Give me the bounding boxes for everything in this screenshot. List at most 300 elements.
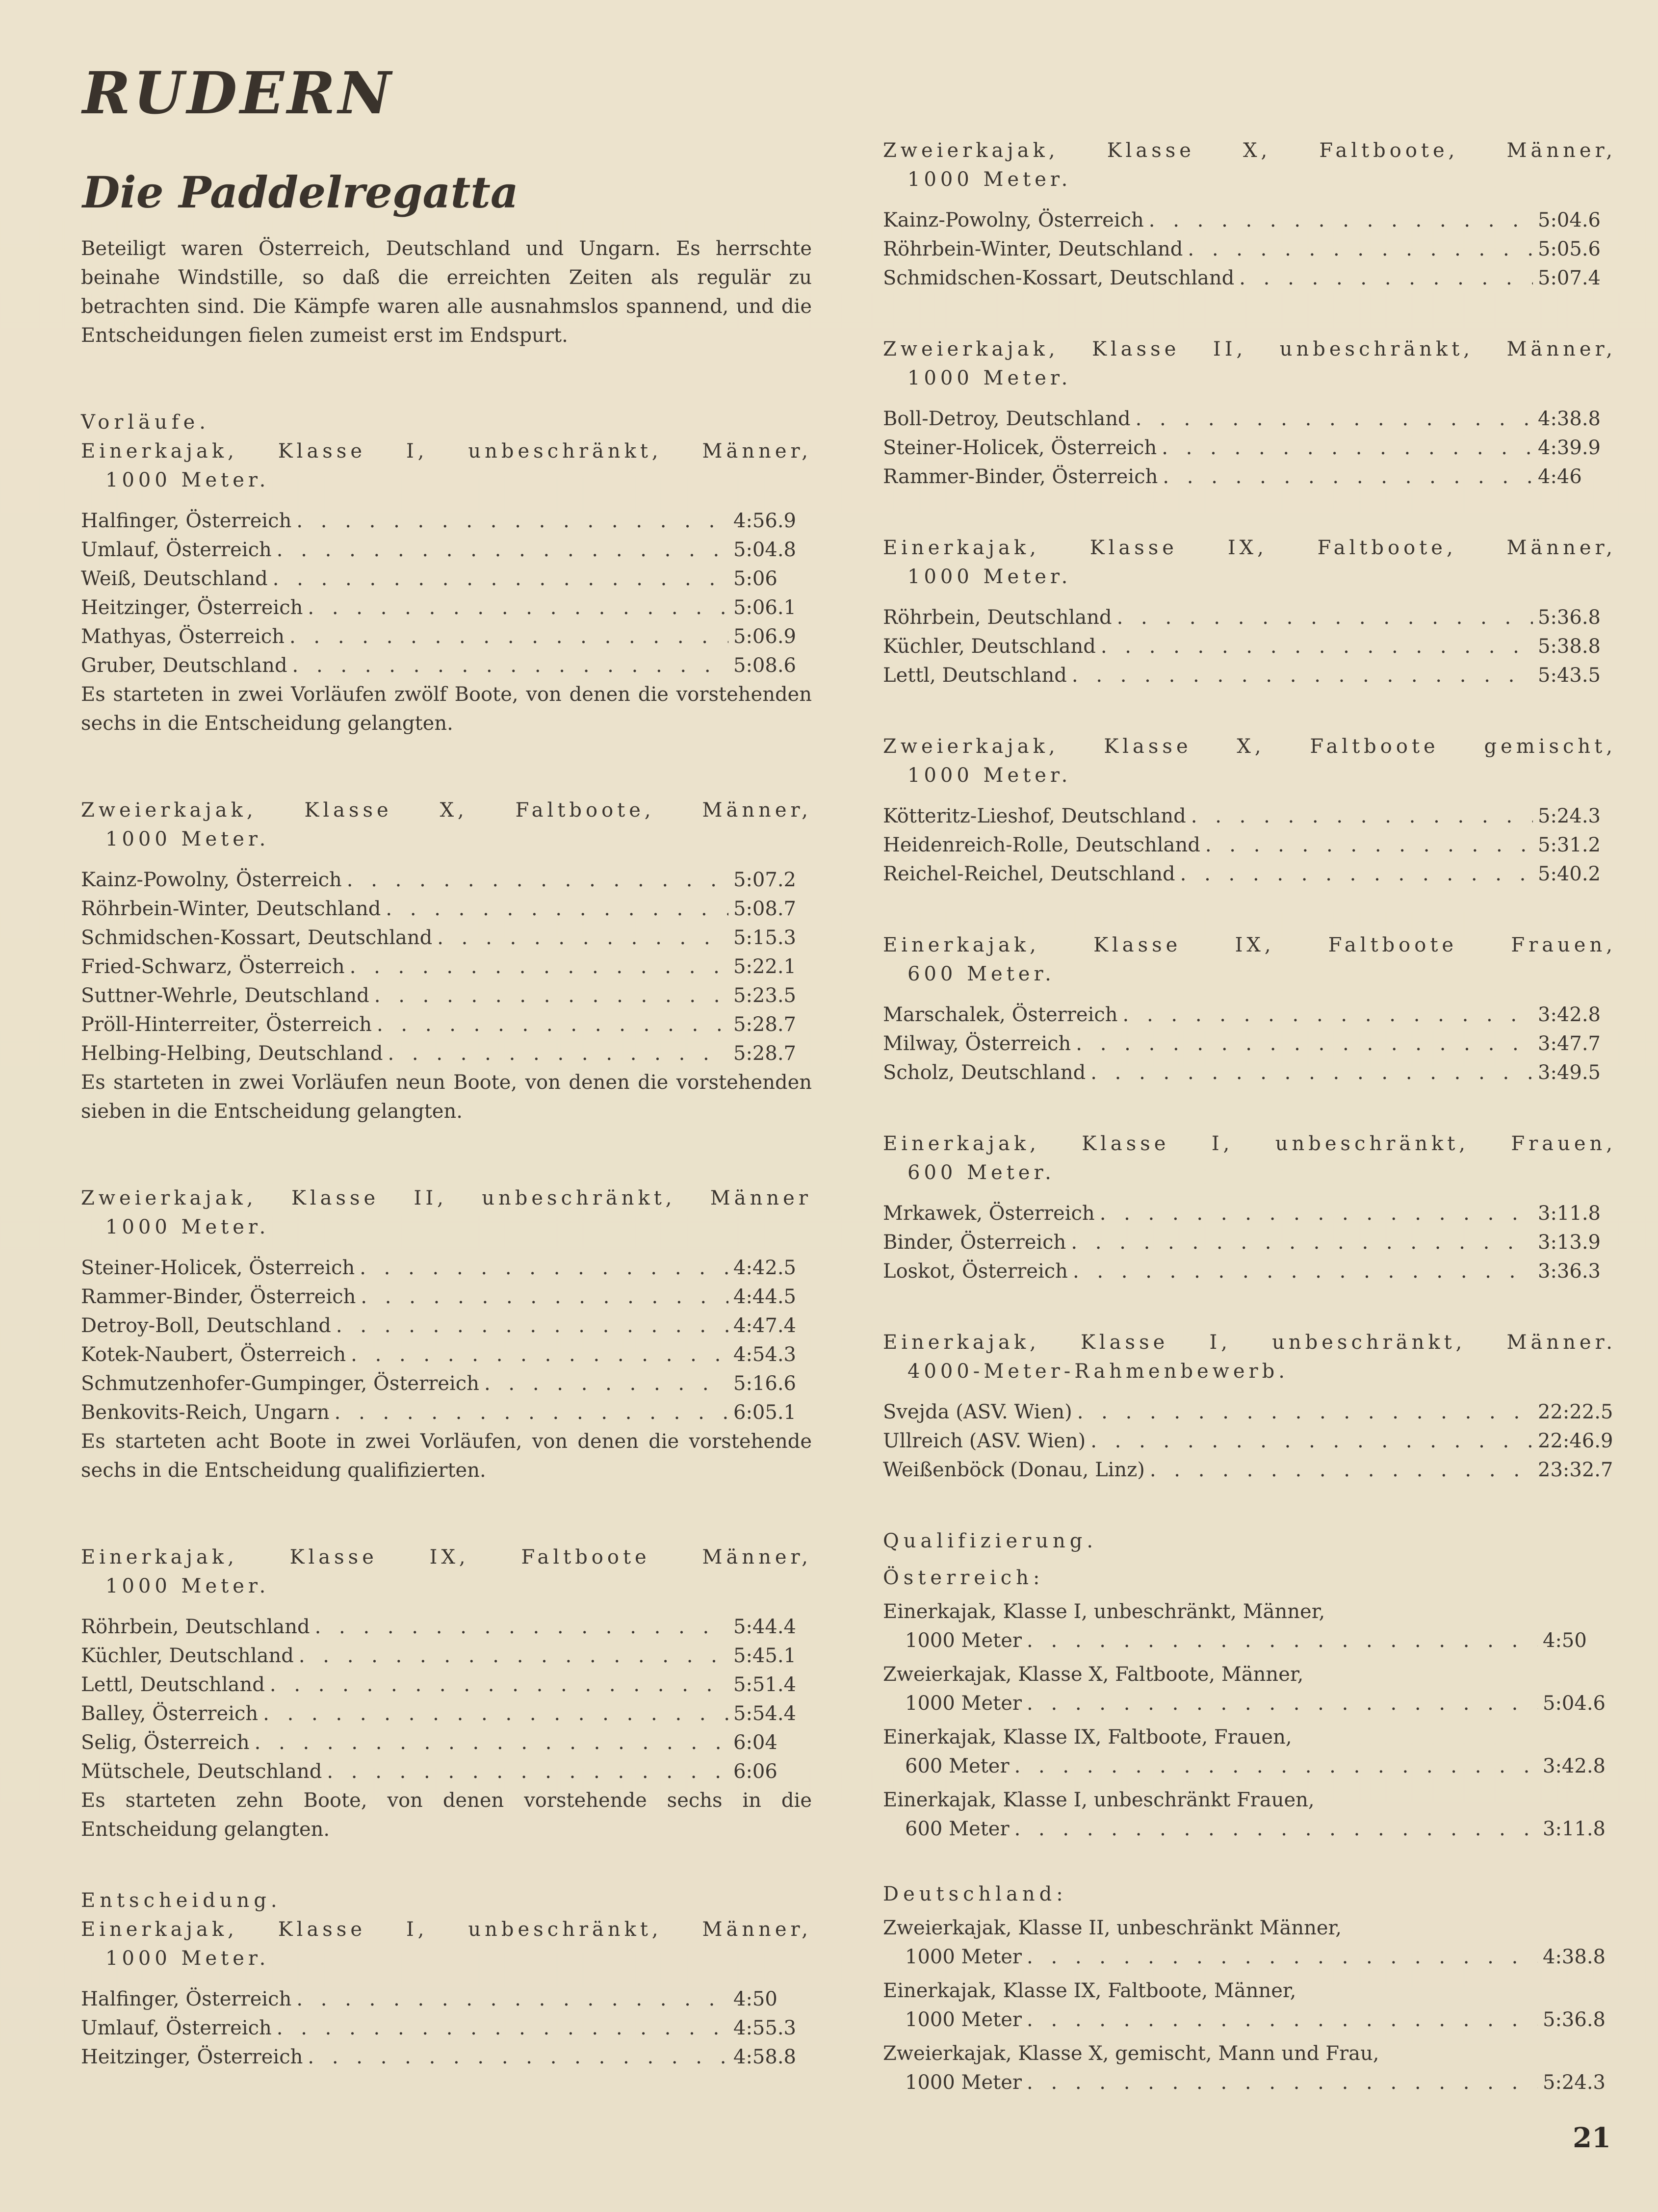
race-block [883, 136, 1616, 293]
heading-word: IX, [1227, 537, 1268, 559]
result-row [81, 924, 812, 952]
heading-word: Klasse [1081, 1331, 1169, 1354]
dot-leader [255, 1728, 728, 1757]
race-block [883, 1328, 1616, 1485]
dot-leader [1027, 1943, 1538, 1972]
race-distance: 1000 Meter. [907, 168, 1072, 191]
dot-leader [347, 866, 728, 895]
heading-word: Männer, [702, 1546, 812, 1569]
heading-word: Klasse [1089, 537, 1178, 559]
competitor-name: Ullreich (ASV. Wien) [883, 1430, 1086, 1452]
heading-word: Klasse [304, 799, 392, 822]
heading-word: unbeschränkt, [1275, 1132, 1469, 1155]
result-row [883, 831, 1616, 860]
result-time: 5:15.3 [733, 926, 796, 949]
race-distance: 1000 Meter. [907, 367, 1072, 389]
result-time: 5:07.4 [1538, 267, 1601, 289]
result-time: 5:05.6 [1538, 238, 1601, 260]
result-time: 5:23.5 [733, 984, 796, 1007]
result-list [883, 1199, 1616, 1286]
result-row [81, 651, 812, 680]
qual-time: 4:50 [1543, 1629, 1587, 1652]
dot-leader [1076, 1029, 1533, 1058]
qual-item [883, 2039, 1616, 2097]
heading-word: Klasse [1107, 139, 1195, 162]
qual-event: Einerkajak, Klasse I, unbeschränkt, Männer, [883, 1600, 1325, 1623]
heading-word: Männer. [1506, 1331, 1616, 1354]
qual-event: Zweierkajak, Klasse II, unbeschränkt Männer, [883, 1917, 1342, 1939]
result-time: 5:06.9 [733, 625, 796, 648]
result-row [81, 1613, 812, 1642]
heading-word: IX, [1235, 934, 1275, 956]
competitor-name: Reichel-Reichel, Deutschland [883, 863, 1175, 885]
result-time: 5:36.8 [1538, 606, 1601, 629]
qual-event: Einerkajak, Klasse I, unbeschränkt Frauen, [883, 1789, 1315, 1811]
result-time: 3:13.9 [1538, 1231, 1601, 1254]
qual-result-row [883, 1943, 1616, 1972]
result-row [81, 507, 812, 536]
competitor-name: Heitzinger, Österreich [81, 596, 303, 619]
dot-leader [336, 1312, 728, 1340]
competitor-name: Röhrbein-Winter, Deutschland [81, 898, 381, 920]
result-row [883, 206, 1616, 235]
dot-leader [437, 924, 728, 952]
result-time: 3:49.5 [1538, 1061, 1601, 1084]
heading-word: unbeschränkt, [468, 1918, 662, 1941]
competitor-name: Heitzinger, Österreich [81, 2046, 303, 2068]
result-row [883, 802, 1616, 831]
race-heading [883, 335, 1616, 393]
competitor-name: Milway, Österreich [883, 1032, 1071, 1055]
competitor-name: Suttner-Wehrle, Deutschland [81, 984, 369, 1007]
race-block [883, 335, 1616, 491]
race-heading [883, 732, 1616, 790]
heading-word: X, [1237, 735, 1265, 758]
competitor-name: Rammer-Binder, Österreich [81, 1286, 356, 1308]
dot-leader [386, 895, 728, 924]
race-distance: 1000 Meter. [105, 828, 270, 850]
dot-leader [277, 2014, 728, 2043]
dot-leader [1163, 463, 1533, 491]
dot-leader [1101, 632, 1533, 661]
heading-word: II, [414, 1187, 447, 1209]
heading-word: II, [1213, 338, 1247, 360]
competitor-name: Mrkawek, Österreich [883, 1202, 1095, 1225]
dot-leader [1117, 603, 1533, 632]
qual-result-row [883, 1752, 1616, 1781]
race-distance: 1000 Meter. [105, 1575, 270, 1597]
result-row [81, 1699, 812, 1728]
result-time: 5:44.4 [733, 1616, 796, 1638]
qual-event: Zweierkajak, Klasse X, gemischt, Mann und Frau, [883, 2042, 1379, 2065]
result-time: 4:46 [1538, 465, 1582, 488]
result-time: 5:22.1 [733, 955, 796, 978]
competitor-name: Detroy-Boll, Deutschland [81, 1314, 331, 1337]
dot-leader [289, 622, 728, 651]
qualifizierung-label: Qualifizierung. [883, 1530, 1098, 1552]
dot-leader [315, 1613, 728, 1642]
competitor-name: Svejda (ASV. Wien) [883, 1401, 1072, 1423]
dot-leader [308, 2043, 728, 2072]
dot-leader [350, 952, 728, 981]
right-races [883, 136, 1616, 1485]
result-time: 5:08.6 [733, 654, 796, 677]
race-distance: 4000-Meter-Rahmenbewerb. [907, 1360, 1289, 1383]
result-row [883, 1228, 1616, 1257]
race-block [81, 1915, 812, 2072]
result-time: 5:38.8 [1538, 635, 1601, 658]
competitor-name: Scholz, Deutschland [883, 1061, 1086, 1084]
competitor-name: Küchler, Deutschland [883, 635, 1096, 658]
qual-event: Einerkajak, Klasse IX, Faltboote, Frauen, [883, 1726, 1292, 1749]
qual-event: Einerkajak, Klasse IX, Faltboote, Männer, [883, 1980, 1296, 2002]
competitor-name: Halfinger, Österreich [81, 510, 292, 532]
race-block [883, 732, 1616, 889]
race-block [883, 534, 1616, 690]
dot-leader [1090, 1058, 1533, 1087]
competitor-name: Schmidschen-Kossart, Deutschland [883, 267, 1235, 289]
race-heading [883, 1130, 1616, 1187]
heading-word: Zweierkajak, [81, 1187, 257, 1209]
competitor-name: Gruber, Deutschland [81, 654, 287, 677]
dot-leader [1239, 264, 1533, 293]
dot-leader [388, 1039, 728, 1068]
heading-word: Einerkajak, [81, 1546, 238, 1569]
dot-leader [1071, 1228, 1533, 1257]
result-time: 5:40.2 [1538, 863, 1601, 885]
result-time: 5:24.3 [1538, 805, 1601, 827]
result-time: 23:32.7 [1538, 1459, 1613, 1481]
qual-time: 4:38.8 [1543, 1946, 1606, 1968]
result-row [81, 622, 812, 651]
race-heading [883, 1328, 1616, 1386]
dot-leader [1090, 1427, 1533, 1456]
dot-leader [1014, 1815, 1538, 1844]
result-time: 4:58.8 [733, 2046, 796, 2068]
spacer [883, 293, 1616, 335]
result-list [883, 405, 1616, 491]
spacer [883, 690, 1616, 732]
heading-word: Faltboote [521, 1546, 650, 1569]
result-time: 22:46.9 [1538, 1430, 1613, 1452]
race-block [81, 1184, 812, 1485]
result-time: 4:39.9 [1538, 437, 1601, 459]
dot-leader [292, 651, 728, 680]
heading-word: Zweierkajak, [883, 735, 1059, 758]
result-row [883, 1058, 1616, 1087]
result-time: 4:47.4 [733, 1314, 796, 1337]
result-list [883, 603, 1616, 690]
result-row [81, 1757, 812, 1786]
heading-word: I, [406, 440, 428, 463]
qual-group [883, 1564, 1616, 1844]
qual-item [883, 1786, 1616, 1844]
race-heading-line [883, 534, 1616, 563]
result-time: 6:04 [733, 1731, 777, 1754]
race-note: Es starteten in zwei Vorläufen neun Boote, von denen die vorstehenden sieben in die Entscheidung gelangten. [81, 1071, 812, 1123]
competitor-name: Benkovits-Reich, Ungarn [81, 1401, 330, 1424]
right-column [883, 136, 1616, 2097]
race-heading [81, 1543, 812, 1601]
heading-word: I, [1211, 1132, 1234, 1155]
race-heading-line [81, 1184, 812, 1213]
dot-leader [1149, 206, 1533, 235]
result-list [81, 507, 812, 680]
race-heading-line [883, 1328, 1616, 1357]
heading-word: Einerkajak, [81, 1918, 238, 1941]
competitor-name: Pröll-Hinterreiter, Österreich [81, 1013, 372, 1036]
race-heading-line [81, 1543, 812, 1572]
competitor-name: Küchler, Deutschland [81, 1645, 294, 1667]
page-title: RUDERN [82, 59, 394, 127]
race-note: Es starteten zehn Boote, von denen vorstehende sechs in die Entscheidung gelangten. [81, 1789, 812, 1841]
heading-word: Frauen, [1511, 1132, 1616, 1155]
race-heading [81, 1184, 812, 1242]
dot-leader [1077, 1398, 1533, 1427]
race-distance: 600 Meter. [907, 1161, 1055, 1184]
qual-time: 5:24.3 [1543, 2071, 1606, 2094]
qual-item [883, 1914, 1616, 1972]
qual-result-row [883, 1689, 1616, 1718]
race-block [81, 437, 812, 738]
result-row [883, 632, 1616, 661]
result-list [883, 1398, 1616, 1485]
competitor-name: Röhrbein-Winter, Deutschland [883, 238, 1183, 260]
race-heading-line [883, 335, 1616, 364]
race-block [81, 1543, 812, 1844]
competitor-name: Röhrbein, Deutschland [81, 1616, 310, 1638]
dot-leader [377, 1010, 728, 1039]
competitor-name: Kainz-Powolny, Österreich [883, 209, 1144, 231]
heading-word: Faltboote [1328, 934, 1458, 956]
result-row [883, 603, 1616, 632]
dot-leader [361, 1283, 728, 1312]
result-row [883, 235, 1616, 264]
heading-word: Klasse [1093, 934, 1182, 956]
result-row [81, 1254, 812, 1283]
competitor-name: Kötteritz-Lieshof, Deutschland [883, 805, 1186, 827]
result-row [883, 405, 1616, 434]
race-heading-line [81, 1915, 812, 1944]
result-row [81, 895, 812, 924]
result-row [81, 1369, 812, 1398]
left-races [81, 437, 812, 1844]
competitor-name: Fried-Schwarz, Österreich [81, 955, 345, 978]
vorlaeufe-label: Vorläufe. [81, 411, 210, 434]
spacer [81, 1126, 812, 1184]
result-row [81, 1728, 812, 1757]
spacer [883, 1087, 1616, 1130]
result-row [81, 593, 812, 622]
dot-leader [263, 1699, 728, 1728]
result-list [81, 1254, 812, 1427]
dot-leader [1150, 1456, 1533, 1485]
spacer [883, 1286, 1616, 1328]
competitor-name: Kotek-Naubert, Österreich [81, 1343, 346, 1366]
dot-leader [1027, 1626, 1538, 1655]
competitor-name: Weißenböck (Donau, Linz) [883, 1459, 1145, 1481]
dot-leader [1027, 1689, 1538, 1718]
race-distance: 600 Meter. [907, 963, 1055, 985]
competitor-name: Loskot, Österreich [883, 1260, 1068, 1283]
dot-leader [273, 565, 728, 593]
result-time: 4:55.3 [733, 2017, 796, 2039]
race-distance: 1000 Meter. [105, 469, 270, 491]
competitor-name: Umlauf, Österreich [81, 2017, 272, 2039]
race-note: Es starteten in zwei Vorläufen zwölf Boote, von denen die vorstehenden sechs in die Entscheidung gelangten. [81, 683, 812, 735]
dot-leader [335, 1398, 728, 1427]
result-time: 5:45.1 [733, 1645, 796, 1667]
qual-item [883, 1977, 1616, 2034]
heading-word: unbeschränkt, [468, 440, 662, 463]
dot-leader [327, 1757, 728, 1786]
result-time: 4:54.3 [733, 1343, 796, 1366]
race-heading-line [883, 136, 1616, 165]
competitor-name: Lettl, Deutschland [81, 1673, 265, 1696]
article-title: Die Paddelregatta [82, 167, 518, 218]
result-time: 22:22.5 [1538, 1401, 1613, 1423]
qual-distance: 600 Meter [905, 1755, 1010, 1777]
race-distance: 1000 Meter. [105, 1947, 270, 1970]
result-row [883, 661, 1616, 690]
result-time: 5:28.7 [733, 1042, 796, 1065]
heading-word: Klasse [289, 1546, 378, 1569]
result-time: 4:50 [733, 1988, 777, 2010]
result-row [883, 860, 1616, 889]
heading-word: Frauen, [1511, 934, 1616, 956]
heading-word: Männer, [702, 440, 812, 463]
heading-word: Klasse [278, 440, 366, 463]
heading-word: X, [1243, 139, 1271, 162]
dot-leader [270, 1671, 728, 1699]
race-heading-line [883, 1130, 1616, 1158]
result-row [883, 463, 1616, 491]
left-column [81, 234, 812, 2072]
qual-time: 3:11.8 [1543, 1818, 1606, 1840]
competitor-name: Marschalek, Österreich [883, 1003, 1118, 1026]
qual-country: Deutschland: [883, 1883, 1067, 1905]
qual-country: Österreich: [883, 1567, 1044, 1589]
race-heading-line [81, 796, 812, 825]
dot-leader [1014, 1752, 1538, 1781]
competitor-name: Schmutzenhofer-Gumpinger, Österreich [81, 1372, 479, 1395]
dot-leader [374, 981, 728, 1010]
heading-word: Einerkajak, [883, 934, 1040, 956]
result-row [81, 1398, 812, 1427]
competitor-name: Weiß, Deutschland [81, 567, 268, 590]
qual-item [883, 1723, 1616, 1781]
dot-leader [484, 1369, 728, 1398]
result-row [883, 1427, 1616, 1456]
heading-word: Zweierkajak, [883, 338, 1059, 360]
competitor-name: Kainz-Powolny, Österreich [81, 869, 342, 891]
dot-leader [1205, 831, 1533, 860]
dot-leader [1073, 1257, 1533, 1286]
dot-leader [1123, 1001, 1533, 1029]
qual-distance: 600 Meter [905, 1818, 1010, 1840]
result-row [81, 536, 812, 565]
competitor-name: Boll-Detroy, Deutschland [883, 408, 1131, 430]
result-row [883, 1029, 1616, 1058]
result-time: 3:11.8 [1538, 1202, 1601, 1225]
competitor-name: Mathyas, Österreich [81, 625, 285, 648]
dot-leader [299, 1642, 728, 1671]
heading-word: Klasse [291, 1187, 380, 1209]
qual-distance: 1000 Meter [905, 2071, 1022, 2094]
competitor-name: Umlauf, Österreich [81, 539, 272, 561]
dot-leader [308, 593, 728, 622]
qual-item [883, 1660, 1616, 1718]
qual-event: Zweierkajak, Klasse X, Faltboote, Männer, [883, 1663, 1304, 1686]
dot-leader [1072, 661, 1533, 690]
result-time: 5:43.5 [1538, 664, 1601, 687]
race-heading-line [883, 931, 1616, 960]
result-row [81, 952, 812, 981]
heading-word: Einerkajak, [883, 1132, 1040, 1155]
dot-leader [277, 536, 728, 565]
result-time: 5:28.7 [733, 1013, 796, 1036]
result-row [883, 1257, 1616, 1286]
race-heading [883, 534, 1616, 592]
result-list [883, 802, 1616, 889]
result-row [81, 1283, 812, 1312]
heading-word: Männer, [702, 799, 812, 822]
result-row [81, 1671, 812, 1699]
heading-word: Klasse [1082, 1132, 1170, 1155]
final-race [81, 1915, 812, 2072]
qual-time: 3:42.8 [1543, 1755, 1606, 1777]
result-list [81, 866, 812, 1068]
dot-leader [1136, 405, 1533, 434]
result-row [81, 981, 812, 1010]
result-time: 6:06 [733, 1760, 777, 1783]
heading-word: Zweierkajak, [81, 799, 257, 822]
qual-result-row [883, 1626, 1616, 1655]
result-row [81, 866, 812, 895]
result-row [883, 264, 1616, 293]
race-heading [883, 931, 1616, 989]
race-heading-line [81, 437, 812, 466]
result-time: 4:44.5 [733, 1286, 796, 1308]
dot-leader [1188, 235, 1533, 264]
race-block [81, 796, 812, 1126]
qual-item [883, 1597, 1616, 1655]
result-row [81, 1985, 812, 2014]
result-row [81, 1642, 812, 1671]
result-time: 5:08.7 [733, 898, 796, 920]
qual-time: 5:36.8 [1543, 2008, 1606, 2031]
dot-leader [296, 1985, 728, 2014]
heading-word: Männer, [1506, 537, 1616, 559]
spacer [883, 491, 1616, 534]
dot-leader [1162, 434, 1533, 463]
heading-word: Männer, [702, 1918, 812, 1941]
race-note: Es starteten acht Boote in zwei Vorläufen, von denen die vorstehende sechs in die Entscheidung qualifizierten. [81, 1430, 812, 1482]
qual-group [883, 1880, 1616, 2097]
race-distance: 1000 Meter. [907, 566, 1072, 588]
competitor-name: Schmidschen-Kossart, Deutschland [81, 926, 433, 949]
heading-word: Einerkajak, [883, 537, 1040, 559]
heading-word: Männer, [1506, 139, 1616, 162]
qual-result-row [883, 1815, 1616, 1844]
result-row [81, 565, 812, 593]
heading-word: Männer, [1506, 338, 1616, 360]
result-time: 5:31.2 [1538, 834, 1601, 856]
heading-word: I, [406, 1918, 428, 1941]
result-time: 6:05.1 [733, 1401, 796, 1424]
qual-distance: 1000 Meter [905, 2008, 1022, 2031]
result-time: 5:04.8 [733, 539, 796, 561]
